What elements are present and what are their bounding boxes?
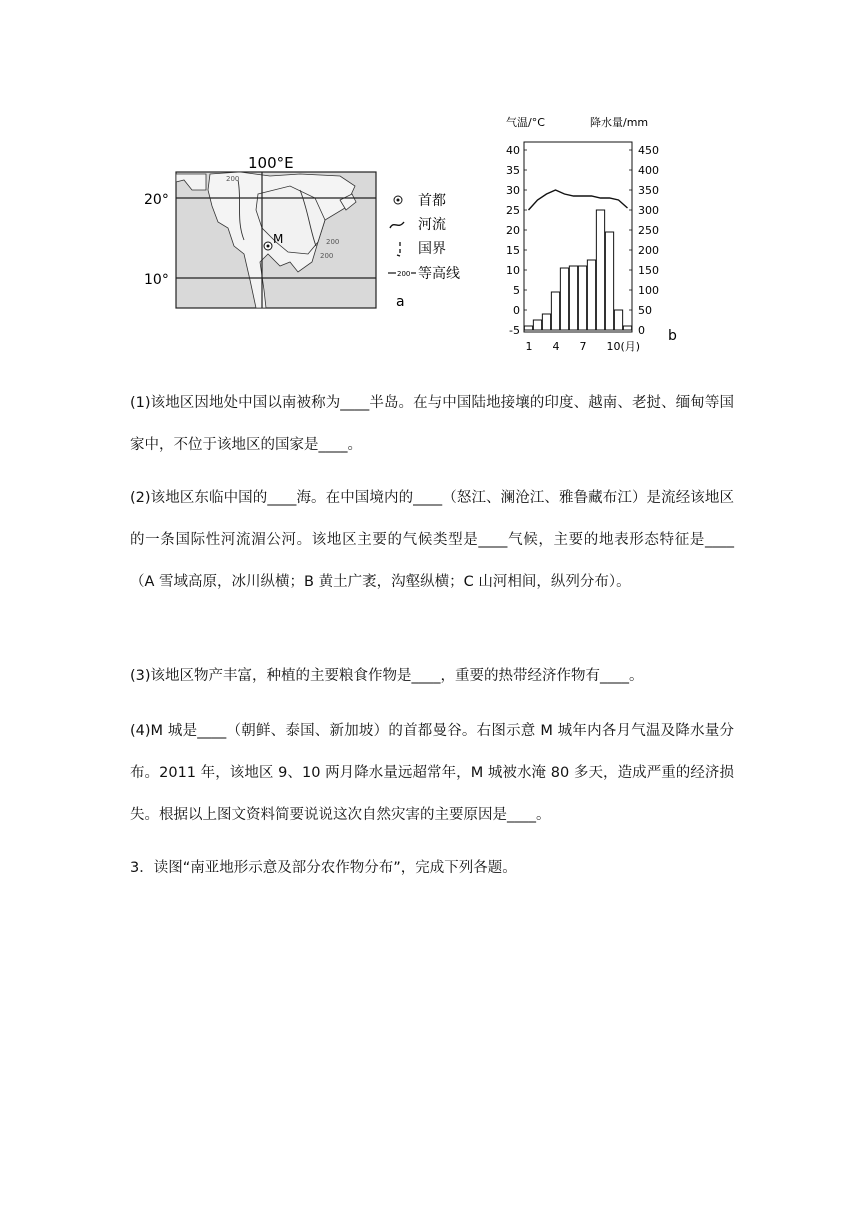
border-icon	[397, 242, 400, 256]
x-tick-label: 10(月)	[606, 340, 641, 353]
climate-chart	[500, 112, 685, 357]
right-tick-label: 400	[638, 164, 659, 177]
right-tick-labels	[629, 144, 659, 337]
left-tick-label: 5	[513, 284, 520, 297]
precipitation-bar	[569, 266, 577, 330]
figure-letter-b: b	[668, 328, 677, 344]
right-tick-label: 350	[638, 184, 659, 197]
map-legend	[388, 193, 460, 310]
x-tick-label: 7	[579, 340, 587, 353]
question-1: (1)该地区因地处中国以南被称为____半岛。在与中国陆地接壤的印度、越南、老挝、缅甸等国家中，不位于该地区的国家是____。	[130, 395, 734, 453]
question-4: (4)M 城是____（朝鲜、泰国、新加坡）的首都曼谷。右图示意 M 城年内各月气温及降水量分布。2011 年，该地区 9、10 两月降水量远超常年，M 城被水淹 80 多天，造成严重的经济损失。根据以上图文资料简要说说这次自然灾害的主要原因是____。	[130, 723, 734, 823]
temperature-line	[529, 190, 628, 210]
precipitation-bar	[605, 232, 613, 330]
precipitation-bar	[533, 320, 541, 330]
precipitation-bar	[623, 326, 631, 330]
right-tick-label: 450	[638, 144, 659, 157]
precipitation-bar	[560, 268, 568, 330]
contour-icon-value: 200	[397, 270, 411, 278]
left-tick-label: 10	[506, 264, 520, 277]
question-section-3: 3．读图“南亚地形示意及部分农作物分布”，完成下列各题。	[130, 860, 517, 876]
legend-label: 等高线	[418, 266, 460, 282]
contour-label: 200	[226, 175, 240, 183]
left-tick-label: 20	[506, 224, 520, 237]
precipitation-bar	[587, 260, 595, 330]
left-tick-label: 35	[506, 164, 520, 177]
precipitation-bar	[596, 210, 604, 330]
left-tick-label: 30	[506, 184, 520, 197]
legend-label: 首都	[418, 193, 446, 209]
legend-label: 河流	[418, 217, 446, 233]
right-tick-label: 150	[638, 264, 659, 277]
river-icon	[390, 222, 404, 228]
capital-dot	[267, 245, 270, 248]
left-tick-label: 40	[506, 144, 520, 157]
precipitation-bar	[551, 292, 559, 330]
legend-label: 国界	[418, 241, 446, 257]
right-tick-label: 100	[638, 284, 659, 297]
contour-label: 200	[326, 238, 340, 246]
x-tick-label: 4	[552, 340, 560, 353]
x-tick-labels	[526, 340, 641, 353]
right-tick-label: 200	[638, 244, 659, 257]
left-tick-label: -5	[509, 324, 520, 337]
map-figure	[140, 150, 470, 320]
left-tick-label: 0	[513, 304, 520, 317]
question-2: (2)该地区东临中国的____海。在中国境内的____（怒江、澜沧江、雅鲁藏布江）是流经该地区的一条国际性河流湄公河。该地区主要的气候类型是____气候，主要的地表形态特征是____（A 雪域高原，冰川纵横；B 黄土广袤，沟壑纵横；C 山河相间，纵列分布）。	[130, 490, 734, 590]
precipitation-bar	[524, 326, 532, 330]
right-tick-label: 50	[638, 304, 652, 317]
left-tick-label: 25	[506, 204, 520, 217]
longitude-label: 100°E	[248, 154, 294, 172]
lat-10-label: 10°	[144, 272, 169, 288]
city-label: M	[273, 232, 284, 246]
left-axis-label: 气温/°C	[506, 116, 545, 129]
right-tick-label: 250	[638, 224, 659, 237]
right-tick-label: 300	[638, 204, 659, 217]
precipitation-bar	[614, 310, 622, 330]
precipitation-bar	[578, 266, 586, 330]
contour-label: 200	[320, 252, 334, 260]
lat-20-label: 20°	[144, 192, 169, 208]
figure-letter-a: a	[396, 294, 405, 310]
x-tick-label: 1	[525, 340, 533, 353]
left-tick-label: 15	[506, 244, 520, 257]
capital-dot	[397, 199, 400, 202]
question-3: (3)该地区物产丰富，种植的主要粮食作物是____，重要的热带经济作物有____。	[130, 668, 644, 684]
right-tick-label: 0	[638, 324, 645, 337]
precipitation-bars	[524, 210, 631, 330]
right-axis-label: 降水量/mm	[590, 116, 649, 129]
precipitation-bar	[542, 314, 550, 330]
